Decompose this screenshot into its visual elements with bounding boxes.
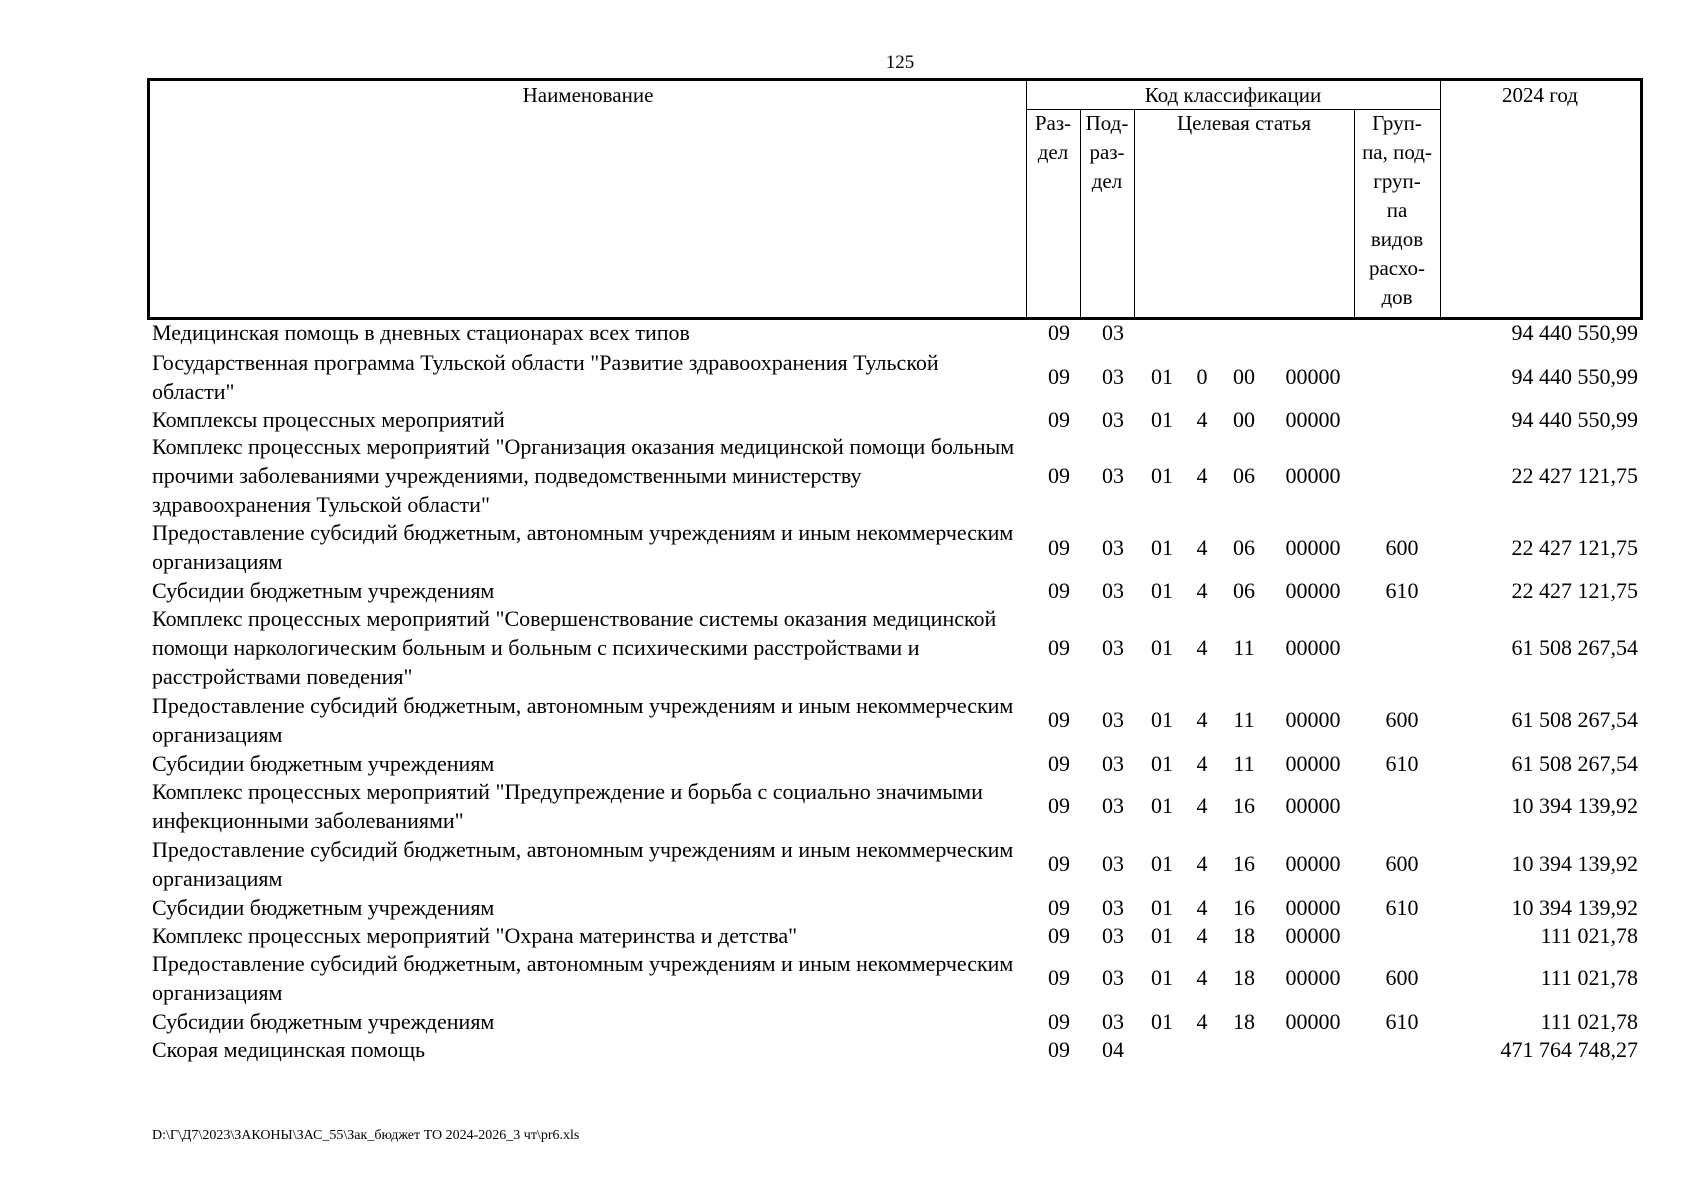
table-row bbox=[0, 518, 1696, 576]
row-podrazdel: 03 bbox=[1102, 895, 1124, 920]
table-row bbox=[0, 893, 1696, 922]
row-target-program: 01 bbox=[1151, 407, 1173, 432]
row-amount: 61 508 267,54 bbox=[1511, 751, 1638, 776]
row-target-direction: 00000 bbox=[1285, 707, 1341, 732]
table-row bbox=[0, 318, 1696, 347]
row-target-program: 01 bbox=[1151, 793, 1173, 818]
row-expense-group: 600 bbox=[1385, 851, 1419, 876]
table-row bbox=[0, 348, 1696, 405]
table-row bbox=[0, 1007, 1696, 1036]
header-code-classification: Код классификации bbox=[1144, 83, 1322, 107]
row-razdel: 09 bbox=[1048, 923, 1070, 948]
row-target-program: 01 bbox=[1151, 462, 1173, 488]
header-target-article: Целевая статья bbox=[1176, 111, 1312, 135]
row-target-program: 01 bbox=[1151, 364, 1173, 389]
row-name: Комплекс процессных мероприятий "Организация оказания медицинской помощи больным прочими заболеваниями учреждениями, подведомственными министерству здравоохранения Тульской области" bbox=[152, 433, 1015, 517]
row-podrazdel: 03 bbox=[1102, 462, 1124, 488]
row-target-program: 01 bbox=[1151, 578, 1173, 603]
row-expense-group: 610 bbox=[1385, 1009, 1419, 1034]
row-target-type bbox=[1187, 1035, 1217, 1064]
row-target-event: 00 bbox=[1233, 364, 1255, 389]
row-amount: 94 440 550,99 bbox=[1511, 407, 1638, 432]
row-name: Комплекс процессных мероприятий "Предупреждение и борьба с социально значимыми инфекционными заболеваниями" bbox=[152, 778, 983, 833]
row-target-event: 18 bbox=[1233, 1009, 1255, 1034]
row-name: Комплексы процессных мероприятий bbox=[152, 407, 505, 432]
row-target-type: 4 bbox=[1196, 707, 1208, 732]
header-year: 2024 год bbox=[1502, 83, 1578, 107]
row-target-program: 01 bbox=[1151, 895, 1173, 920]
row-target-event: 18 bbox=[1233, 923, 1255, 948]
row-expense-group bbox=[1362, 348, 1442, 405]
row-razdel: 09 bbox=[1048, 895, 1070, 920]
row-podrazdel: 03 bbox=[1102, 407, 1124, 432]
row-target-direction: 00000 bbox=[1285, 364, 1341, 389]
row-expense-group: 610 bbox=[1385, 895, 1419, 920]
row-target-type: 4 bbox=[1196, 1009, 1208, 1034]
row-podrazdel: 03 bbox=[1102, 578, 1124, 603]
row-amount: 22 427 121,75 bbox=[1511, 578, 1638, 603]
row-target-event: 00 bbox=[1233, 407, 1255, 432]
row-razdel: 09 bbox=[1048, 851, 1070, 876]
row-target-type: 4 bbox=[1196, 462, 1208, 488]
row-razdel: 09 bbox=[1048, 707, 1070, 732]
row-target-event: 16 bbox=[1233, 793, 1255, 818]
row-target-event: 11 bbox=[1233, 751, 1255, 776]
table-row bbox=[0, 835, 1696, 892]
row-target-direction: 00000 bbox=[1285, 462, 1341, 488]
row-target-event: 16 bbox=[1233, 851, 1255, 876]
row-expense-group bbox=[1362, 433, 1442, 517]
row-target-type: 4 bbox=[1196, 407, 1208, 432]
row-target-program: 01 bbox=[1151, 635, 1173, 660]
row-podrazdel: 03 bbox=[1102, 364, 1124, 389]
row-expense-group: 600 bbox=[1385, 534, 1419, 560]
row-target-direction: 00000 bbox=[1285, 923, 1341, 948]
row-name: Комплекс процессных мероприятий "Совершенствование системы оказания медицинской помощи наркологическим больным и больным с психическими расстройствами и расстройствами поведения" bbox=[152, 606, 997, 689]
row-amount: 10 394 139,92 bbox=[1511, 851, 1638, 876]
row-target-program: 01 bbox=[1151, 923, 1173, 948]
row-name: Государственная программа Тульской области "Развитие здравоохранения Тульской области" bbox=[152, 349, 939, 404]
row-target-program: 01 bbox=[1151, 965, 1173, 990]
row-target-event bbox=[1224, 1035, 1264, 1064]
row-target-program: 01 bbox=[1151, 751, 1173, 776]
header-group: Груп- па, под- груп- па видов расхо- дов bbox=[1362, 111, 1432, 309]
row-target-type: 4 bbox=[1196, 578, 1208, 603]
row-target-type: 4 bbox=[1196, 635, 1208, 660]
row-podrazdel: 03 bbox=[1102, 534, 1124, 560]
row-podrazdel: 03 bbox=[1102, 635, 1124, 660]
footer-file-path: D:\Г\Д7\2023\ЗАКОНЫ\ЗАС_55\Зак_бюджет ТО 2024-2026_3 чт\pr6.xls bbox=[152, 1128, 580, 1143]
row-amount: 111 021,78 bbox=[1540, 1009, 1638, 1034]
row-name: Субсидии бюджетным учреждениям bbox=[152, 1009, 495, 1034]
table-row bbox=[0, 433, 1696, 517]
row-target-type: 4 bbox=[1196, 793, 1208, 818]
row-target-direction: 00000 bbox=[1285, 534, 1341, 560]
row-target-event: 06 bbox=[1233, 462, 1255, 488]
row-podrazdel: 04 bbox=[1102, 1037, 1124, 1062]
row-target-direction: 00000 bbox=[1285, 578, 1341, 603]
row-podrazdel: 03 bbox=[1102, 320, 1124, 345]
header-divider bbox=[1440, 81, 1441, 317]
table-row bbox=[0, 949, 1696, 1006]
row-amount: 22 427 121,75 bbox=[1511, 462, 1638, 488]
row-amount: 61 508 267,54 bbox=[1511, 635, 1638, 660]
row-amount: 471 764 748,27 bbox=[1500, 1037, 1638, 1062]
row-target-event bbox=[1224, 318, 1264, 347]
row-target-direction: 00000 bbox=[1285, 1009, 1341, 1034]
row-razdel: 09 bbox=[1048, 534, 1070, 560]
row-name: Субсидии бюджетным учреждениям bbox=[152, 751, 495, 776]
table-row bbox=[0, 749, 1696, 778]
row-target-type: 4 bbox=[1196, 751, 1208, 776]
table-row bbox=[0, 777, 1696, 834]
row-target-direction: 00000 bbox=[1285, 851, 1341, 876]
row-target-direction: 00000 bbox=[1285, 895, 1341, 920]
row-target-direction bbox=[1280, 318, 1346, 347]
row-target-program: 01 bbox=[1151, 851, 1173, 876]
row-amount: 10 394 139,92 bbox=[1511, 895, 1638, 920]
row-target-type: 4 bbox=[1196, 534, 1208, 560]
row-podrazdel: 03 bbox=[1102, 751, 1124, 776]
row-expense-group: 600 bbox=[1385, 965, 1419, 990]
row-target-type: 4 bbox=[1196, 923, 1208, 948]
row-razdel: 09 bbox=[1048, 320, 1070, 345]
page-number: 125 bbox=[885, 52, 915, 73]
row-target-event: 11 bbox=[1233, 635, 1255, 660]
row-target-type bbox=[1187, 318, 1217, 347]
row-expense-group bbox=[1362, 605, 1442, 690]
row-target-type: 0 bbox=[1196, 364, 1208, 389]
row-expense-group bbox=[1362, 777, 1442, 834]
row-amount: 94 440 550,99 bbox=[1511, 320, 1638, 345]
table-header bbox=[147, 78, 1643, 320]
row-target-program bbox=[1145, 318, 1179, 347]
row-target-event: 16 bbox=[1233, 895, 1255, 920]
table-row bbox=[0, 605, 1696, 690]
row-razdel: 09 bbox=[1048, 751, 1070, 776]
row-razdel: 09 bbox=[1048, 793, 1070, 818]
row-amount: 111 021,78 bbox=[1540, 965, 1638, 990]
row-name: Предоставление субсидий бюджетным, автономным учреждениям и иным некоммерческим организациям bbox=[152, 520, 1014, 574]
header-podrazdel: Под- раз- дел bbox=[1085, 111, 1129, 193]
row-name: Предоставление субсидий бюджетным, автономным учреждениям и иным некоммерческим организациям bbox=[152, 950, 1014, 1005]
row-name: Предоставление субсидий бюджетным, автономным учреждениям и иным некоммерческим организациям bbox=[152, 836, 1014, 891]
row-expense-group bbox=[1362, 405, 1442, 434]
row-name: Предоставление субсидий бюджетным, автономным учреждениям и иным некоммерческим организациям bbox=[152, 692, 1014, 747]
table-row bbox=[0, 576, 1696, 605]
row-target-direction: 00000 bbox=[1285, 635, 1341, 660]
table-row bbox=[0, 1035, 1696, 1064]
header-razdel: Раз- дел bbox=[1034, 111, 1072, 164]
row-name: Скорая медицинская помощь bbox=[152, 1037, 426, 1062]
row-target-type: 4 bbox=[1196, 965, 1208, 990]
row-target-direction bbox=[1280, 1035, 1346, 1064]
row-razdel: 09 bbox=[1048, 364, 1070, 389]
row-amount: 94 440 550,99 bbox=[1511, 364, 1638, 389]
row-name: Медицинская помощь в дневных стационарах всех типов bbox=[152, 320, 690, 345]
row-target-program: 01 bbox=[1151, 534, 1173, 560]
row-podrazdel: 03 bbox=[1102, 793, 1124, 818]
row-name: Комплекс процессных мероприятий "Охрана материнства и детства" bbox=[152, 923, 798, 948]
row-amount: 111 021,78 bbox=[1540, 923, 1638, 948]
row-target-event: 11 bbox=[1233, 707, 1255, 732]
row-razdel: 09 bbox=[1048, 635, 1070, 660]
row-expense-group: 610 bbox=[1385, 578, 1419, 603]
row-expense-group bbox=[1362, 1035, 1442, 1064]
row-amount: 22 427 121,75 bbox=[1511, 534, 1638, 560]
row-razdel: 09 bbox=[1048, 578, 1070, 603]
row-expense-group bbox=[1362, 921, 1442, 950]
row-target-type: 4 bbox=[1196, 895, 1208, 920]
table-row bbox=[0, 405, 1696, 434]
row-podrazdel: 03 bbox=[1102, 707, 1124, 732]
row-razdel: 09 bbox=[1048, 1037, 1070, 1062]
row-amount: 10 394 139,92 bbox=[1511, 793, 1638, 818]
row-amount: 61 508 267,54 bbox=[1511, 707, 1638, 732]
row-razdel: 09 bbox=[1048, 965, 1070, 990]
row-podrazdel: 03 bbox=[1102, 851, 1124, 876]
row-razdel: 09 bbox=[1048, 407, 1070, 432]
row-target-program: 01 bbox=[1151, 1009, 1173, 1034]
row-expense-group: 600 bbox=[1385, 707, 1419, 732]
table-row bbox=[0, 921, 1696, 950]
row-podrazdel: 03 bbox=[1102, 965, 1124, 990]
row-target-program bbox=[1145, 1035, 1179, 1064]
row-target-type: 4 bbox=[1196, 851, 1208, 876]
row-target-direction: 00000 bbox=[1285, 965, 1341, 990]
row-razdel: 09 bbox=[1048, 462, 1070, 488]
row-expense-group: 610 bbox=[1385, 751, 1419, 776]
table-row bbox=[0, 691, 1696, 748]
row-target-direction: 00000 bbox=[1285, 751, 1341, 776]
row-target-program: 01 bbox=[1151, 707, 1173, 732]
row-target-event: 06 bbox=[1233, 578, 1255, 603]
row-target-event: 18 bbox=[1233, 965, 1255, 990]
row-target-event: 06 bbox=[1233, 534, 1255, 560]
row-name: Субсидии бюджетным учреждениям bbox=[152, 895, 495, 920]
row-podrazdel: 03 bbox=[1102, 1009, 1124, 1034]
header-divider bbox=[1134, 109, 1135, 317]
row-target-direction: 00000 bbox=[1285, 407, 1341, 432]
row-name: Субсидии бюджетным учреждениям bbox=[152, 578, 495, 603]
row-target-direction: 00000 bbox=[1285, 793, 1341, 818]
row-expense-group bbox=[1362, 318, 1442, 347]
row-razdel: 09 bbox=[1048, 1009, 1070, 1034]
header-name: Наименование bbox=[522, 83, 654, 107]
row-podrazdel: 03 bbox=[1102, 923, 1124, 948]
